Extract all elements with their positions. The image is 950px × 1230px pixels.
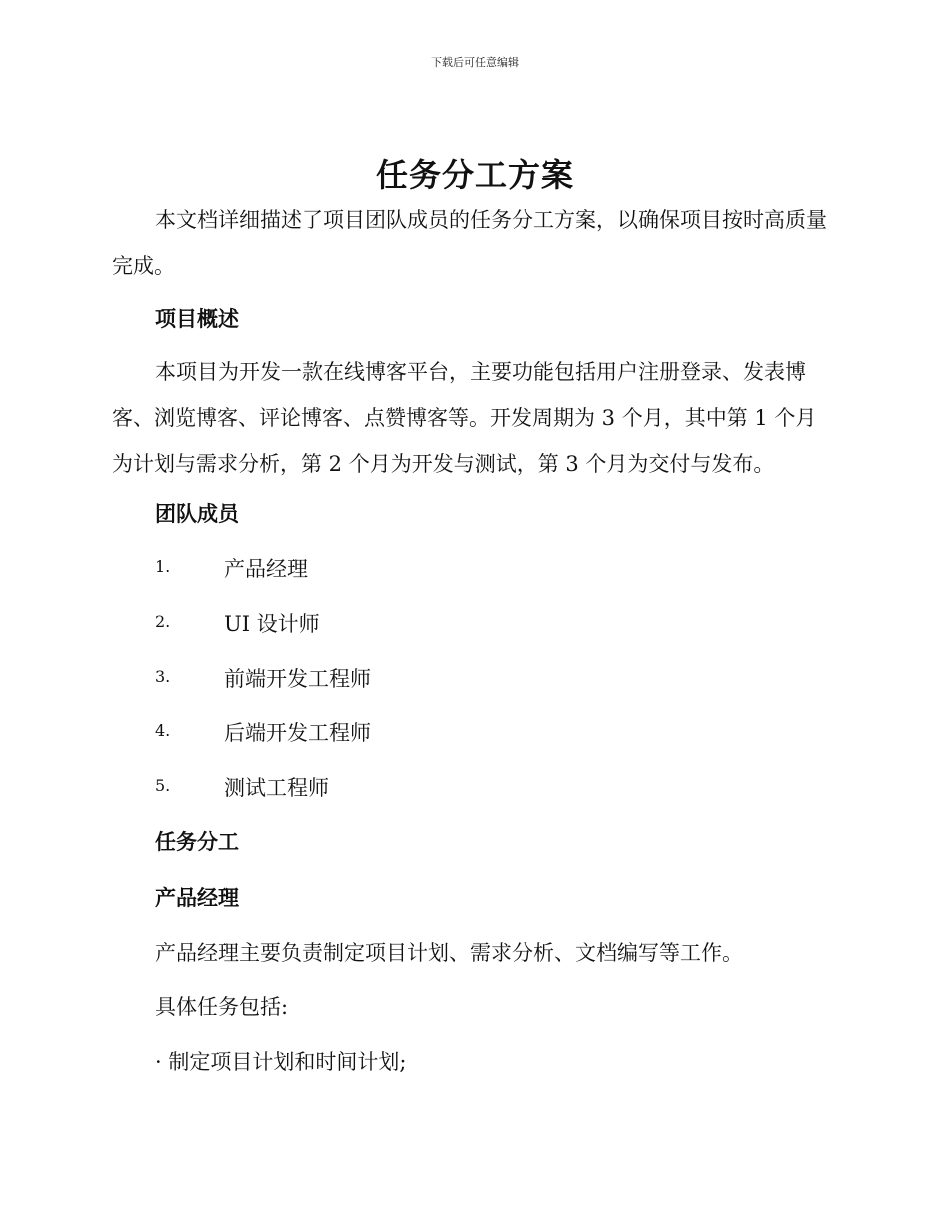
list-item: 测试工程师: [224, 776, 329, 800]
list-item: UI 设计师: [224, 612, 320, 636]
document-title: 任务分工方案: [375, 156, 574, 194]
page-header-note: 下载后可任意编辑: [431, 56, 519, 69]
bullet-item: · 制定项目计划和时间计划;: [155, 1050, 407, 1074]
pm-description: 产品经理主要负责制定项目计划、需求分析、文档编写等工作。: [155, 941, 743, 965]
list-number: 3.: [155, 667, 171, 686]
list-item: 后端开发工程师: [224, 721, 371, 745]
list-number: 4.: [155, 721, 171, 740]
overview-paragraph: 本项目为开发一款在线博客平台，主要功能包括用户注册登录、发表博客、浏览博客、评论博客、点赞博客等。开发周期为 3 个月，其中第 1 个月为计划与需求分析，第 2 个月为开发与测试，第 3 个月为交付与发布。: [112, 360, 817, 476]
list-item: 产品经理: [224, 557, 308, 581]
list-number: 5.: [155, 776, 171, 795]
list-number: 2.: [155, 612, 171, 631]
section-heading-overview: 项目概述: [155, 307, 239, 331]
list-item: 前端开发工程师: [224, 667, 371, 691]
pm-tasks-intro: 具体任务包括:: [155, 995, 289, 1019]
intro-paragraph: 本文档详细描述了项目团队成员的任务分工方案，以确保项目按时高质量完成。: [112, 208, 827, 278]
subsection-heading-pm: 产品经理: [155, 886, 239, 910]
section-heading-tasks: 任务分工: [155, 830, 239, 854]
section-heading-team: 团队成员: [155, 502, 239, 526]
list-number: 1.: [155, 557, 171, 576]
